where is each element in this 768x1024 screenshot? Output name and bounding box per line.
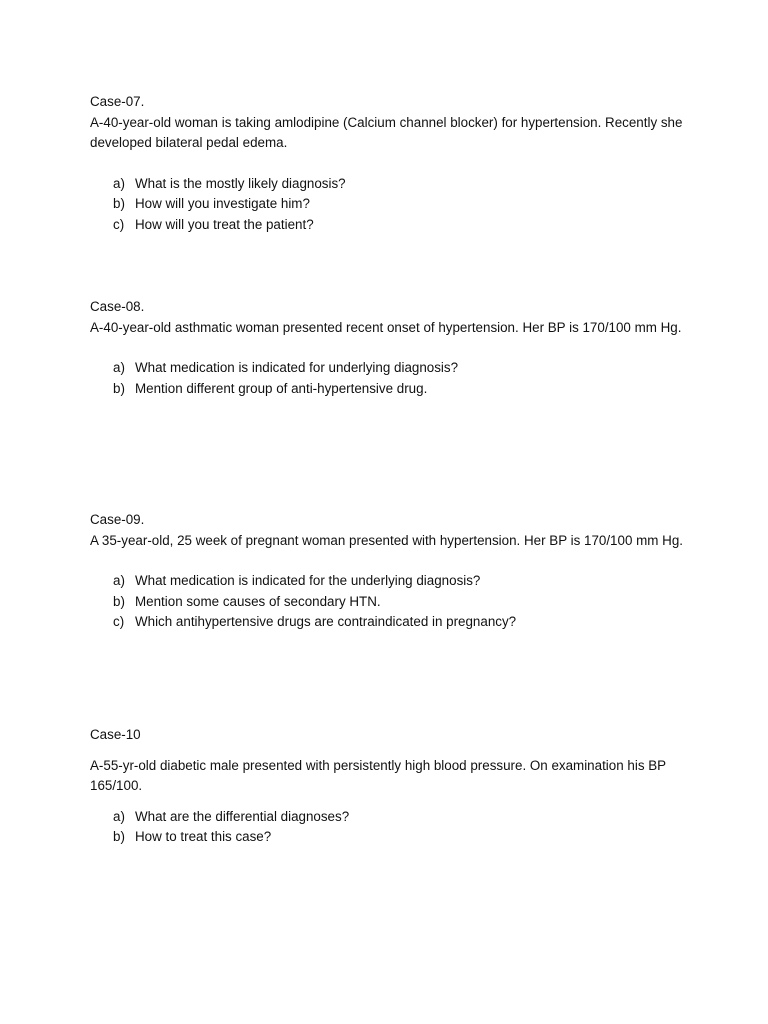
case-08-text: A-40-year-old asthmatic woman presented recent onset of hypertension. Her BP is 170/100 mm Hg. bbox=[90, 319, 682, 335]
question-letter: b) bbox=[113, 196, 125, 211]
case-07-block bbox=[90, 92, 690, 235]
case-10-questions bbox=[90, 807, 690, 848]
question-text: How will you investigate him? bbox=[135, 196, 310, 211]
question-letter: c) bbox=[113, 216, 125, 232]
case-08-block bbox=[90, 297, 690, 399]
case-07-text: A-40-year-old woman is taking amlodipine (Calcium channel blocker) for hypertension. Recently she developed bilateral pedal edema. bbox=[90, 114, 683, 150]
question-text: What medication is indicated for the underlying diagnosis? bbox=[135, 573, 481, 588]
question-letter: a) bbox=[113, 360, 125, 375]
question-text: What is the mostly likely diagnosis? bbox=[135, 175, 346, 191]
case-08-question-a bbox=[90, 358, 690, 379]
case-07-question-c bbox=[90, 215, 690, 236]
case-07-title: Case-07. bbox=[90, 94, 145, 109]
question-letter: b) bbox=[113, 829, 125, 844]
question-letter: b) bbox=[113, 380, 125, 396]
case-10-question-b bbox=[90, 827, 690, 848]
question-text: Mention some causes of secondary HTN. bbox=[135, 593, 381, 609]
case-09-block bbox=[90, 510, 690, 633]
case-07-question-a bbox=[90, 174, 690, 195]
case-07-questions bbox=[90, 174, 690, 236]
case-09-questions bbox=[90, 571, 690, 633]
case-10-question-a bbox=[90, 807, 690, 828]
question-text: Which antihypertensive drugs are contraindicated in pregnancy? bbox=[135, 614, 517, 629]
case-08-question-b bbox=[90, 379, 690, 400]
case-08-title: Case-08. bbox=[90, 299, 145, 314]
question-text: How to treat this case? bbox=[135, 829, 272, 844]
question-letter: a) bbox=[113, 175, 125, 191]
question-text: What medication is indicated for underlying diagnosis? bbox=[135, 360, 459, 375]
question-text: What are the differential diagnoses? bbox=[135, 808, 350, 824]
question-text: Mention different group of anti-hypertensive drug. bbox=[135, 380, 428, 396]
case-10-text: A-55-yr-old diabetic male presented with persistently high blood pressure. On examination his BP 165/100. bbox=[90, 757, 666, 793]
question-letter: c) bbox=[113, 614, 125, 629]
question-letter: b) bbox=[113, 593, 125, 609]
case-09-question-c bbox=[90, 612, 690, 633]
case-10-block bbox=[90, 725, 690, 848]
case-09-question-a bbox=[90, 571, 690, 592]
case-07-question-b bbox=[90, 194, 690, 215]
case-08-questions bbox=[90, 358, 690, 399]
question-letter: a) bbox=[113, 573, 125, 588]
case-10-title: Case-10 bbox=[90, 727, 141, 742]
case-09-title: Case-09. bbox=[90, 512, 145, 527]
question-text: How will you treat the patient? bbox=[135, 216, 314, 232]
question-letter: a) bbox=[113, 808, 125, 824]
case-09-question-b bbox=[90, 592, 690, 613]
case-09-text: A 35-year-old, 25 week of pregnant woman presented with hypertension. Her BP is 170/100 mm Hg. bbox=[90, 532, 683, 548]
